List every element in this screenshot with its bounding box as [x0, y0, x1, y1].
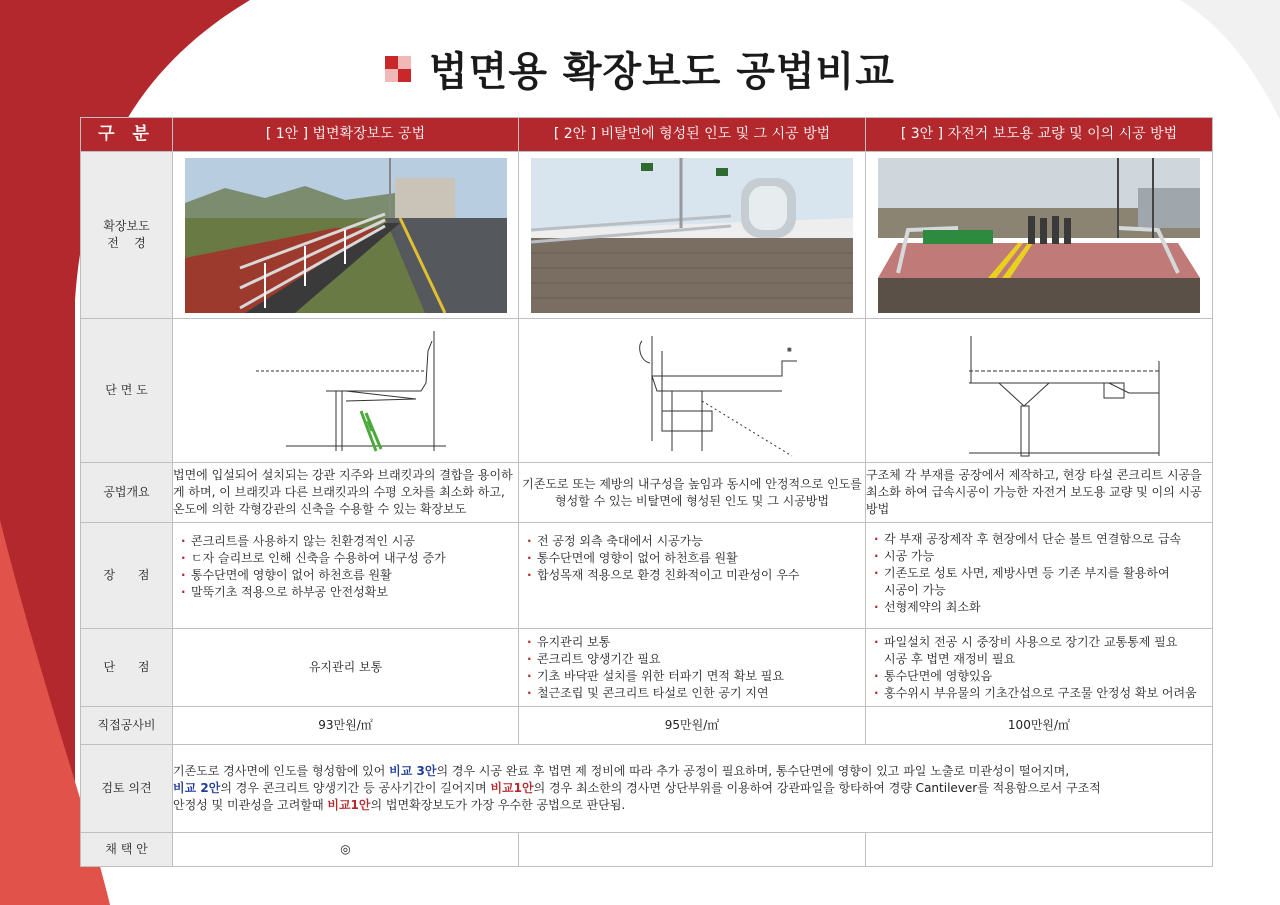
- view-row: [81, 152, 1213, 319]
- option-3-section-drawing: [889, 321, 1189, 461]
- overview-label: 공법개요: [81, 463, 173, 523]
- cons-row: [81, 629, 1213, 707]
- option-1-section-drawing: [196, 321, 496, 461]
- svg-text:■: ■: [787, 346, 792, 353]
- view-label: 확장보도 전 경: [81, 152, 173, 319]
- adopt-row: [81, 833, 1213, 867]
- list-item: · ㄷ자 슬리브로 인해 신축을 수용하여 내구성 증가: [181, 550, 510, 567]
- pros-row: [81, 523, 1213, 629]
- option-2-cost: 95만원/㎡: [519, 707, 866, 745]
- list-item: · 기초 바닥판 설치를 위한 터파기 면적 확보 필요: [527, 668, 857, 685]
- option-1-section-cell: [173, 319, 519, 463]
- option-2-section-cell: [519, 319, 866, 463]
- list-item: · 통수단면에 영향이 없어 하천흐름 원활: [181, 567, 510, 584]
- list-item: · 콘크리트를 사용하지 않는 친환경적인 시공: [181, 533, 510, 550]
- list-item: · 시공 가능: [874, 548, 1204, 565]
- header-option-2: [ 2안 ] 비탈면에 형성된 인도 및 그 시공 방법: [519, 118, 866, 152]
- option-1-cons: 유지관리 보통: [173, 629, 519, 707]
- option-1-cost: 93만원/㎡: [173, 707, 519, 745]
- option-2-cons-cell: [519, 629, 866, 707]
- list-item: · 통수단면에 영향있음: [874, 668, 1204, 685]
- header-category: 구 분: [81, 118, 173, 152]
- highlight-option-1: 비교1안: [490, 781, 534, 795]
- pros-label: 장 점: [81, 523, 173, 629]
- option-1-overview: 법면에 입설되어 설치되는 강관 지주와 브래킷과의 결합을 용이하게 하며, 이 브래킷과 다른 브래킷과의 수평 오차를 최소화 하고, 온도에 의한 각형강관의 신축을 수용할 수 있는 확장보도: [173, 463, 519, 523]
- option-3-section-cell: [866, 319, 1213, 463]
- list-item: 시공이 가능: [884, 583, 946, 597]
- header-row: [81, 118, 1213, 152]
- option-3-cons-cell: [866, 629, 1213, 707]
- section-label: 단 면 도: [81, 319, 173, 463]
- review-text: 기존도로 경사면에 인도를 형성함에 있어 비교 3안의 경우 시공 완료 후 법면 제 정비에 따라 추가 공정이 필요하며, 통수단면에 영향이 있고 파일 노출로 미관성이 떨어지며, 비교 2안의 경우 콘크리트 양생기간 등 공사기간이 길어지며 비교1안의 경우 최소한의 경사면 상단부위를 이용하여 강관파일을 항타하여 경량 Cantilever를 적용함으로서 구조적 안정성 및 미관성을 고려할때 비교1안의 법면확장보도가 가장 우수한 공법으로 판단됨.: [173, 745, 1213, 833]
- adopt-label: 채 택 안: [81, 833, 173, 867]
- option-3-walkway-photo: [878, 158, 1200, 313]
- square-bullet-icon: [385, 56, 411, 82]
- list-item: · 통수단면에 영향이 없어 하천흐름 원활: [527, 550, 857, 567]
- list-item: · 철근조립 및 콘크리트 타설로 인한 공기 지연: [527, 685, 857, 702]
- list-item: · 파일설치 전공 시 중장비 사용으로 장기간 교통통제 필요: [874, 634, 1204, 651]
- comparison-table: [80, 117, 1213, 867]
- list-item: · 기존도로 성토 사면, 제방사면 등 기존 부지를 활용하여: [874, 565, 1204, 582]
- overview-row: [81, 463, 1213, 523]
- option-3-adopt-mark: [866, 833, 1213, 867]
- header-option-1: [ 1안 ] 법면확장보도 공법: [173, 118, 519, 152]
- review-label: 검토 의견: [81, 745, 173, 833]
- page-title: 법면용 확장보도 공법비교: [429, 49, 895, 95]
- option-2-section-drawing: [542, 321, 842, 461]
- highlight-option-2: 비교 2안: [173, 781, 221, 795]
- option-3-cost: 100만원/㎡: [866, 707, 1213, 745]
- highlight-option-3: 비교 3안: [389, 764, 437, 778]
- list-item: · 콘크리트 양생기간 필요: [527, 651, 857, 668]
- option-1-adopt-mark: ◎: [173, 833, 519, 867]
- highlight-option-1: 비교1안: [327, 798, 371, 812]
- option-2-pros-cell: [519, 523, 866, 629]
- option-2-overview: 기존도로 또는 제방의 내구성을 높임과 동시에 안정적으로 인도를 형성할 수 있는 비탈면에 형성된 인도 및 그 시공방법: [519, 463, 866, 523]
- option-2-walkway-photo: [531, 158, 853, 313]
- page-title-area: [0, 40, 1280, 97]
- cost-row: [81, 707, 1213, 745]
- list-item: · 합성목재 적용으로 환경 친화적이고 미관성이 우수: [527, 567, 857, 584]
- option-3-photo-cell: [866, 152, 1213, 319]
- header-option-3: [ 3안 ] 자전거 보도용 교량 및 이의 시공 방법: [866, 118, 1213, 152]
- cost-label: 직접공사비: [81, 707, 173, 745]
- list-item: · 각 부재 공장제작 후 현장에서 단순 볼트 연결함으로 급속: [874, 531, 1204, 548]
- list-item: · 선형제약의 최소화: [874, 599, 1204, 616]
- section-row: [81, 319, 1213, 463]
- list-item: · 전 공정 외측 축대에서 시공가능: [527, 533, 857, 550]
- list-item: · 말뚝기초 적용으로 하부공 안전성확보: [181, 584, 510, 601]
- option-2-adopt-mark: [519, 833, 866, 867]
- list-item: 시공 후 법면 재정비 필요: [884, 651, 1016, 666]
- option-3-overview: 구조체 각 부재를 공장에서 제작하고, 현장 타설 콘크리트 시공을 최소화 하여 급속시공이 가능한 자전거 보도용 교량 및 이의 시공방법: [866, 463, 1213, 523]
- list-item: · 홍수위시 부유물의 기초간섭으로 구조물 안정성 확보 어려움: [874, 685, 1204, 702]
- list-item: · 유지관리 보통: [527, 634, 857, 651]
- option-3-pros-cell: [866, 523, 1213, 629]
- option-1-walkway-photo: [185, 158, 507, 313]
- review-row: [81, 745, 1213, 833]
- cons-label: 단 점: [81, 629, 173, 707]
- option-1-photo-cell: [173, 152, 519, 319]
- option-2-photo-cell: [519, 152, 866, 319]
- option-1-pros-cell: [173, 523, 519, 629]
